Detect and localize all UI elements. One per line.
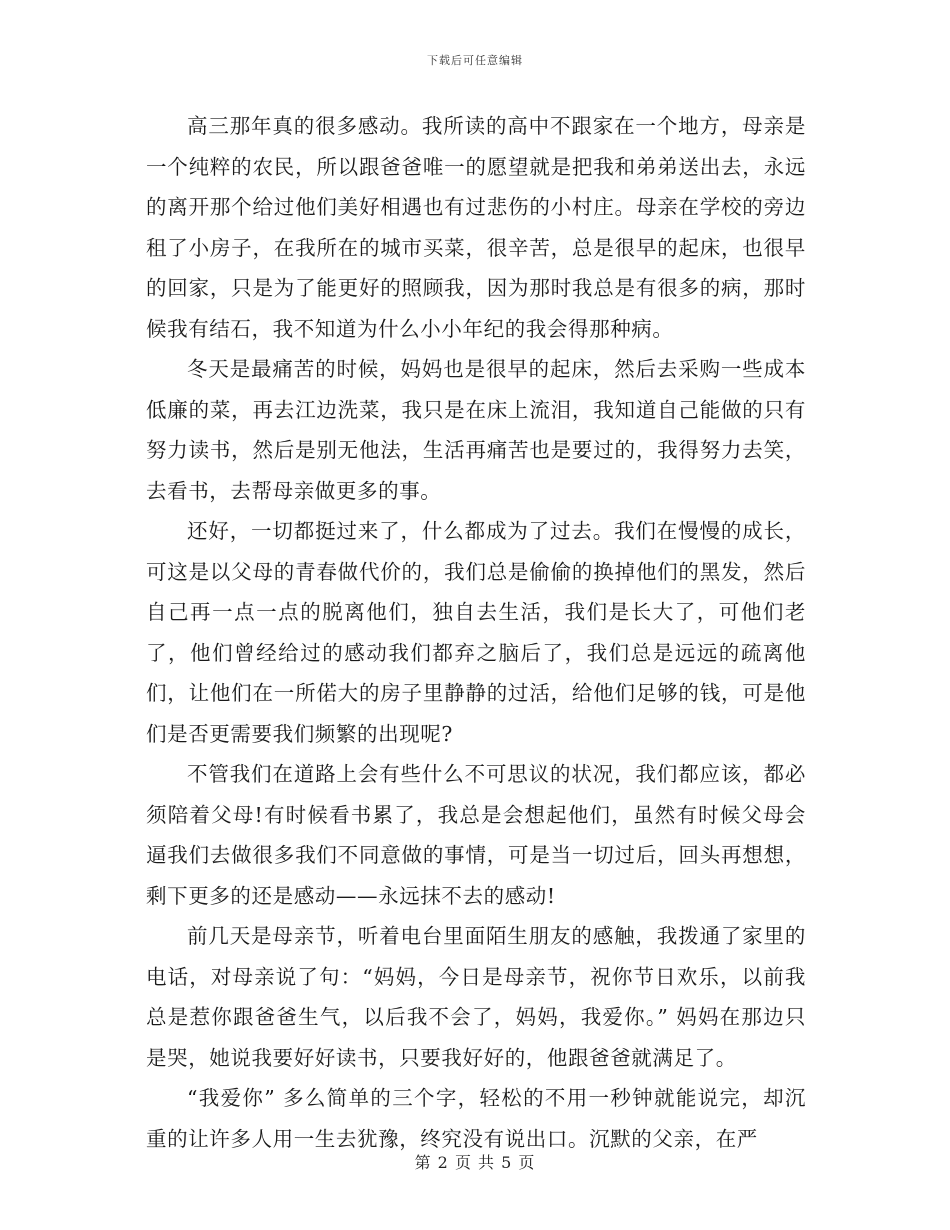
paragraph-6: “我爱你” 多么简单的三个字，轻松的不用一秒钟就能说完，却沉重的让许多人用一生去犹豫，终究没有说出口。沉默的父亲，在严: [146, 1086, 806, 1151]
paragraph-2: 冬天是最痛苦的时候，妈妈也是很早的起床，然后去采购一些成本低廉的菜，再去江边洗菜，我只是在床上流泪，我知道自己能做的只有努力读书，然后是别无他法，生活再痛苦也是要过的，我得努力去笑，去看书，去帮母亲做更多的事。: [146, 357, 806, 503]
paragraph-3: 还好，一切都挺过来了，什么都成为了过去。我们在慢慢的成长，可这是以父母的青春做代价的，我们总是偷偷的换掉他们的黑发，然后自己再一点一点的脱离他们，独自去生活，我们是长大了，可他们老了，他们曾经给过的感动我们都弃之脑后了，我们总是远远的疏离他们，让他们在一所偌大的房子里静静的过活，给他们足够的钱，可是他们是否更需要我们频繁的出现呢?: [146, 519, 806, 746]
paragraph-5: 前几天是母亲节，听着电台里面陌生朋友的感触，我拨通了家里的电话，对母亲说了句：“妈妈，今日是母亲节，祝你节日欢乐，以前我总是惹你跟爸爸生气，以后我不会了，妈妈，我爱你。” 妈妈在那边只是哭，她说我要好好读书，只要我好好的，他跟爸爸就满足了。: [146, 924, 806, 1070]
paragraph-4: 不管我们在道路上会有些什么不可思议的状况，我们都应该，都必须陪着父母!有时候看书累了，我总是会想起他们，虽然有时候父母会逼我们去做很多我们不同意做的事情，可是当一切过后，回头再想想，剩下更多的还是感动——永远抹不去的感动!: [146, 762, 806, 908]
page-number-footer: 第 2 页 共 5 页: [414, 1153, 536, 1172]
paragraph-1: 高三那年真的很多感动。我所读的高中不跟家在一个地方，母亲是一个纯粹的农民，所以跟爸爸唯一的愿望就是把我和弟弟送出去，永远的离开那个给过他们美好相遇也有过悲伤的小村庄。母亲在学校的旁边租了小房子，在我所在的城市买菜，很辛苦，总是很早的起床，也很早的回家，只是为了能更好的照顾我，因为那时我总是有很多的病，那时候我有结石，我不知道为什么小小年纪的我会得那种病。: [146, 114, 806, 341]
document-body: [146, 106, 806, 1159]
header-note: 下载后可任意编辑: [427, 54, 523, 67]
